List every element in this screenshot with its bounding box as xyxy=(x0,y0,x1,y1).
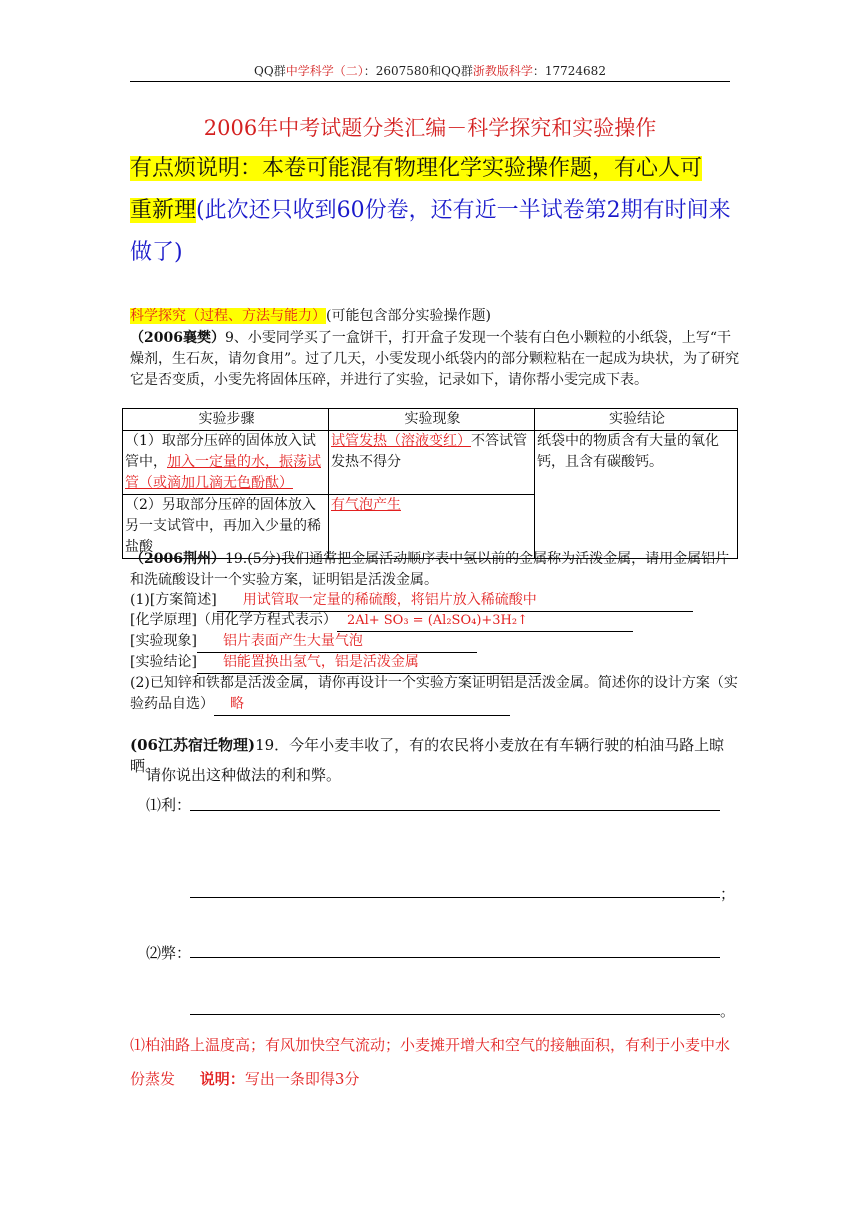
notice xyxy=(130,148,740,274)
notice-rest: (此次还只收到60份卷，还有近一半试卷第2期有时间来做了) xyxy=(130,198,731,265)
q2-l3-answer: 铝片表面产生大量气泡 xyxy=(197,631,477,653)
q3-prompt: 请你说出这种做法的利和弊。 xyxy=(146,766,342,784)
row1-step xyxy=(123,431,329,495)
q2-l1-answer: 用试管取一定量的稀硫酸，将铝片放入稀硫酸中 xyxy=(217,590,693,612)
q3-li-line-1 xyxy=(190,810,720,811)
table-header-step: 实验步骤 xyxy=(123,409,329,431)
conclusion-cell: 纸袋中的物质含有大量的氧化钙，且含有碳酸钙。 xyxy=(535,431,738,559)
q2-part2-answer: 略 xyxy=(214,694,510,716)
q3-answer-note-text: 写出一条即得3分 xyxy=(244,1070,360,1088)
row2-step: （2）另取部分压碎的固体放入另一支试管中，再加入少量的稀盐酸 xyxy=(123,495,329,559)
q2-line-2 xyxy=(130,610,740,632)
table-header-phenomenon: 实验现象 xyxy=(329,409,535,431)
q2-line-3 xyxy=(130,631,740,653)
row1-phenomenon xyxy=(329,431,535,495)
notice-highlight-1: 有点烦说明：本卷可能混有物理化学实验操作题，有心人可 xyxy=(130,156,703,181)
row1-step-a: （1）取部分压碎的固体放入试管中， xyxy=(125,433,316,470)
row1-phen-a: 试管发热（溶液变红） xyxy=(331,433,471,449)
q3-answer-text: ⑴柏油路上温度高；有风加快空气流动；小麦摊开增大和空气的接触面积，有利于小麦中水份蒸发 xyxy=(130,1036,731,1088)
q3-answer-note xyxy=(200,1070,360,1088)
q3-li-line-2 xyxy=(190,897,720,898)
section-heading xyxy=(130,306,740,327)
experiment-table xyxy=(122,408,738,559)
question-2 xyxy=(130,549,740,591)
q2-l1-label: (1)[方案简述] xyxy=(130,592,217,608)
q3-semicolon: ； xyxy=(720,885,736,903)
section-note: (可能包含部分实验操作题) xyxy=(326,308,491,324)
notice-highlight-2: 重新理 xyxy=(130,198,197,223)
q3-bi-line-1 xyxy=(190,957,720,958)
table-header-conclusion: 实验结论 xyxy=(535,409,738,431)
q2-l4-label: [实验结论] xyxy=(130,654,197,670)
q2-source: （2006荆州） xyxy=(130,551,225,567)
q3-text: 19．今年小麦丰收了，有的农民将小麦放在有车辆行驶的柏油马路上晾晒。 xyxy=(130,736,725,775)
row1-phen-b: 不答试管发热不得分 xyxy=(331,433,527,470)
q2-line-1 xyxy=(130,590,740,612)
q2-line-4 xyxy=(130,652,740,674)
q3-answer-note-label: 说明： xyxy=(199,1070,245,1088)
header-group2: 浙教版科学 xyxy=(472,64,533,78)
q3-bi-line-2 xyxy=(190,1014,720,1015)
q1-source: （2006襄樊） xyxy=(130,330,225,346)
header-prefix: QQ群 xyxy=(254,64,286,78)
document-title: 2006年中考试题分类汇编－科学探究和实验操作 xyxy=(203,116,657,140)
header-mid: ：2607580和QQ群 xyxy=(363,64,473,78)
q3-period: 。 xyxy=(720,1002,736,1020)
page-header xyxy=(130,62,730,79)
q2-text: 19.(5分)我们通常把金属活动顺序表中氢以前的金属称为活泼金属，请用金属铝片和洗硫酸设计一个实验方案，证明铝是活泼金属。 xyxy=(130,551,730,588)
table-row xyxy=(123,431,738,495)
q3-bi-label: ⑵弊： xyxy=(146,944,192,962)
q2-l2-answer: 2Al+ SO₃ = (Al₂SO₄)+3H₂↑ xyxy=(337,610,633,632)
q2-l3-label: [实验现象] xyxy=(130,633,197,649)
row1-step-b: 加入一定量的水，振荡试管（或滴加几滴无色酚酞） xyxy=(125,454,321,491)
q2-l4-answer: 铝能置换出氢气，铝是活泼金属 xyxy=(197,652,541,674)
section-label: 科学探究（过程、方法与能力） xyxy=(130,308,326,324)
question-1 xyxy=(130,328,740,391)
q3-source: (06江苏宿迁物理) xyxy=(130,736,256,754)
header-suffix: ：17724682 xyxy=(532,64,606,78)
q3-answer xyxy=(130,1028,740,1096)
q2-part-2 xyxy=(130,673,740,716)
header-divider xyxy=(130,81,730,82)
q2-part2-text: (2)已知锌和铁都是活泼金属，请你再设计一个实验方案证明铝是活泼金属。简述你的设计方案（实验药品自选） xyxy=(130,675,738,712)
q2-l2-label: [化学原理]（用化学方程式表示） xyxy=(130,612,337,628)
table-header-row xyxy=(123,409,738,431)
header-group1: 中学科学（二） xyxy=(285,64,364,78)
q1-text: 9、小雯同学买了一盒饼干，打开盒子发现一个装有白色小颗粒的小纸袋，上写“干燥剂，生石灰，请勿食用”。过了几天，小雯发现小纸袋内的部分颗粒粘在一起成为块状，为了研究它是否变质，小雯先将固体压碎，并进行了实验，记录如下，请你帮小雯完成下表。 xyxy=(130,330,740,388)
q3-li-label: ⑴利： xyxy=(146,796,192,814)
row2-phen: 有气泡产生 xyxy=(331,497,401,513)
